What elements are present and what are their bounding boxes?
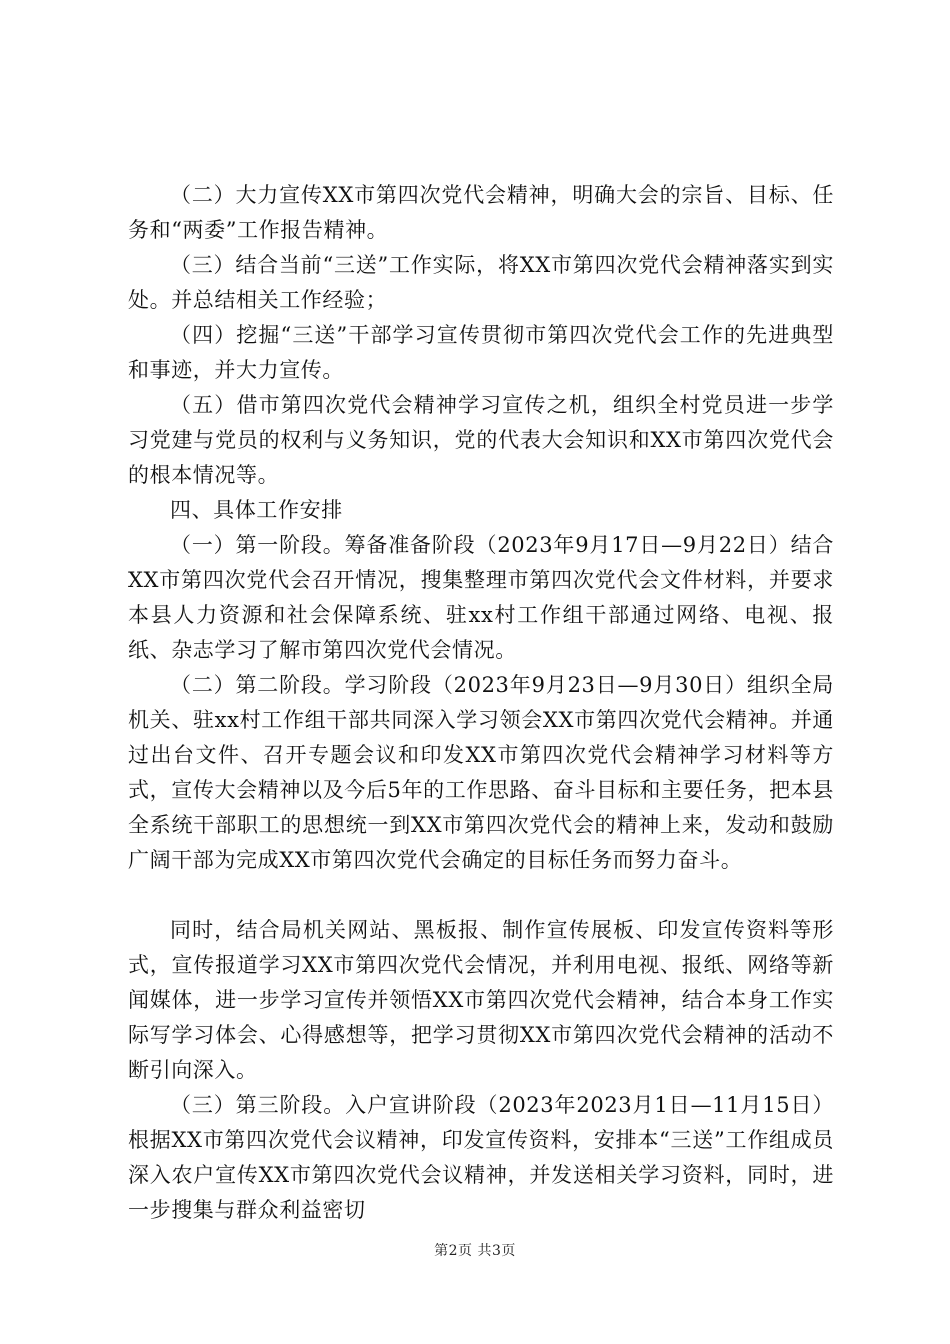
paragraph-2: （二）大力宣传XX市第四次党代会精神，明确大会的宗旨、目标、任务和“两委”工作报告精神。 [128,183,834,242]
page-footer: 第2页 共3页 [434,1243,516,1259]
stage-3-paragraph: （三）第三阶段。入户宣讲阶段（2023年2023月1日—11月15日）根据XX市第四次党代会议精神，印发宣传资料，安排本“三送”工作组成员深入农户宣传XX市第四次党代会议精神，并发送相关学习资料，同时，进一步搜集与群众利益密切 [128,1093,834,1222]
stage-1-paragraph: （一）第一阶段。筹备准备阶段（2023年9月17日—9月22日）结合XX市第四次党代会召开情况，搜集整理市第四次党代会文件材料，并要求本县人力资源和社会保障系统、驻xx村工作组干部通过网络、电视、报纸、杂志学习了解市第四次党代会情况。 [128,533,834,662]
stage-2-paragraph: （二）第二阶段。学习阶段（2023年9月23日—9月30日）组织全局机关、驻xx村工作组干部共同深入学习领会XX市第四次党代会精神。并通过出台文件、召开专题会议和印发XX市第四次党代会精神学习材料等方式，宣传大会精神以及今后5年的工作思路、奋斗目标和主要任务，把本县全系统干部职工的思想统一到XX市第四次党代会的精神上来，发动和鼓励广阔干部为完成XX市第四次党代会确定的目标任务而努力奋斗。 [128,673,834,872]
section-heading-4: 四、具体工作安排 [170,498,343,522]
document-body [128,178,834,1228]
paragraph-5: （五）借市第四次党代会精神学习宣传之机，组织全村党员进一步学习党建与党员的权利与义务知识，党的代表大会知识和XX市第四次党代会的根本情况等。 [128,393,834,487]
meanwhile-paragraph: 同时，结合局机关网站、黑板报、制作宣传展板、印发宣传资料等形式，宣传报道学习XX市第四次党代会情况，并利用电视、报纸、网络等新闻媒体，进一步学习宣传并领悟XX市第四次党代会精神，结合本身工作实际写学习体会、心得感想等，把学习贯彻XX市第四次党代会精神的活动不断引向深入。 [128,918,834,1082]
paragraph-3: （三）结合当前“三送”工作实际，将XX市第四次党代会精神落实到实处。并总结相关工作经验； [128,253,834,312]
paragraph-4: （四）挖掘“三送”干部学习宣传贯彻市第四次党代会工作的先进典型和事迹，并大力宣传。 [128,323,834,382]
